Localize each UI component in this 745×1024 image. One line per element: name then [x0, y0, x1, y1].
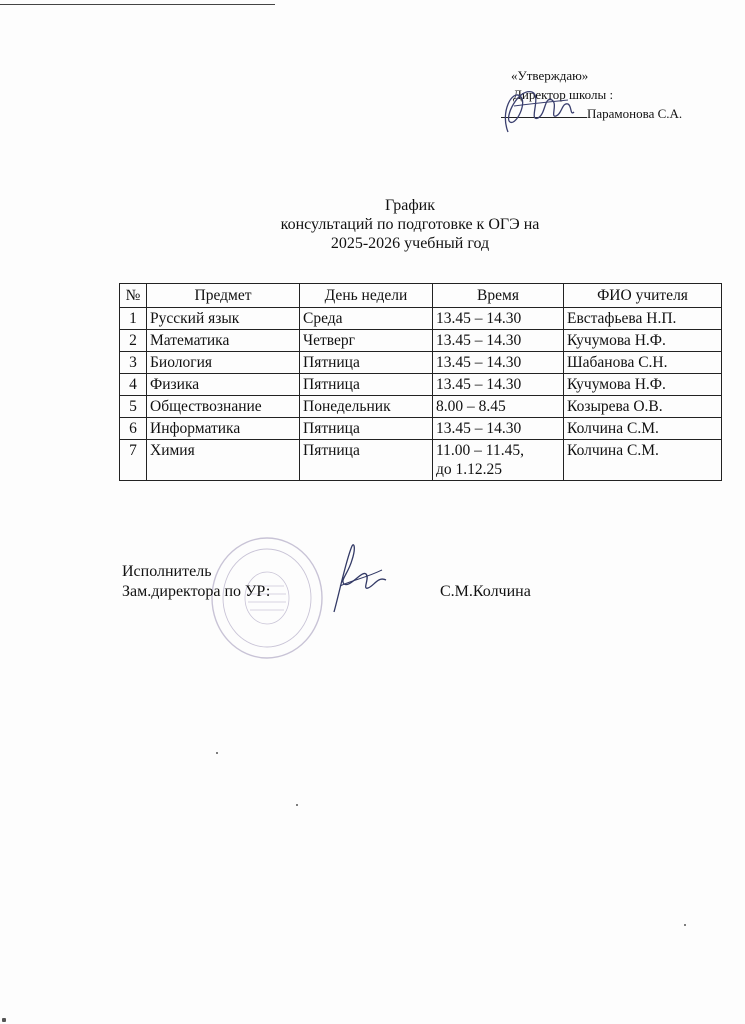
- paper-speck: [216, 752, 218, 754]
- table-row: [120, 330, 722, 352]
- cell-teacher: Колчина С.М.: [564, 440, 722, 481]
- cell-time: 8.00 – 8.45: [433, 396, 564, 418]
- table-row: [120, 418, 722, 440]
- cell-time: [433, 440, 564, 481]
- cell-teacher: Козырева О.В.: [564, 396, 722, 418]
- header-teacher: ФИО учителя: [564, 284, 722, 308]
- cell-time: 13.45 – 14.30: [433, 308, 564, 330]
- cell-weekday: Пятница: [300, 374, 433, 396]
- table-row: [120, 396, 722, 418]
- cell-teacher: Кучумова Н.Ф.: [564, 374, 722, 396]
- cell-teacher: Евстафьева Н.П.: [564, 308, 722, 330]
- cell-time: 13.45 – 14.30: [433, 352, 564, 374]
- table-row: [120, 352, 722, 374]
- title-line-2: консультаций по подготовке к ОГЭ на: [280, 216, 540, 233]
- table-row: [120, 308, 722, 330]
- cell-weekday: Пятница: [300, 352, 433, 374]
- title-line-3: 2025-2026 учебный год: [330, 235, 490, 252]
- paper-speck: [296, 804, 298, 806]
- title-line-1: График: [384, 197, 436, 214]
- cell-number: 4: [120, 374, 147, 396]
- cell-subject: Биология: [147, 352, 300, 374]
- cell-weekday: Понедельник: [300, 396, 433, 418]
- executor-position: Зам.директора по УР:: [122, 583, 271, 600]
- cell-number: 5: [120, 396, 147, 418]
- cell-time: 13.45 – 14.30: [433, 330, 564, 352]
- header-weekday: День недели: [300, 284, 433, 308]
- cell-number: 7: [120, 440, 147, 481]
- cell-number: 2: [120, 330, 147, 352]
- cell-subject: Русский язык: [147, 308, 300, 330]
- cell-weekday: Среда: [300, 308, 433, 330]
- cell-subject: Обществознание: [147, 396, 300, 418]
- director-name: Парамонова С.А.: [587, 106, 683, 121]
- cell-subject: Математика: [147, 330, 300, 352]
- cell-teacher: Шабанова С.Н.: [564, 352, 722, 374]
- director-label: Директор школы :: [513, 87, 614, 102]
- cell-subject: Физика: [147, 374, 300, 396]
- cell-number: 1: [120, 308, 147, 330]
- cell-weekday: Пятница: [300, 440, 433, 481]
- cell-teacher: Колчина С.М.: [564, 418, 722, 440]
- cell-time: 13.45 – 14.30: [433, 418, 564, 440]
- approve-word: «Утверждаю»: [511, 68, 589, 83]
- paper-speck: [2, 1018, 6, 1022]
- document-title: [200, 196, 620, 253]
- cell-time-line-1: 11.00 – 11.45,: [436, 442, 524, 459]
- cell-weekday: Пятница: [300, 418, 433, 440]
- executor-name: С.М.Колчина: [440, 583, 531, 600]
- table-row: [120, 440, 722, 481]
- header-number: №: [120, 284, 147, 308]
- table-row: [120, 374, 722, 396]
- cell-weekday: Четверг: [300, 330, 433, 352]
- header-subject: Предмет: [147, 284, 300, 308]
- cell-time-line-2: до 1.12.25: [436, 461, 503, 478]
- cell-subject: Химия: [147, 440, 300, 481]
- executor-block: [122, 562, 270, 602]
- cell-teacher: Кучумова Н.Ф.: [564, 330, 722, 352]
- header-time: Время: [433, 284, 564, 308]
- cell-time: 13.45 – 14.30: [433, 374, 564, 396]
- top-border-line: [0, 4, 275, 5]
- director-signature: [498, 82, 576, 140]
- deputy-signature: [326, 540, 390, 614]
- cell-number: 3: [120, 352, 147, 374]
- executor-label: Исполнитель: [122, 563, 212, 580]
- paper-speck: [684, 924, 686, 926]
- cell-number: 6: [120, 418, 147, 440]
- cell-subject: Информатика: [147, 418, 300, 440]
- table-header-row: [120, 284, 722, 308]
- consultation-schedule-table: [119, 283, 722, 481]
